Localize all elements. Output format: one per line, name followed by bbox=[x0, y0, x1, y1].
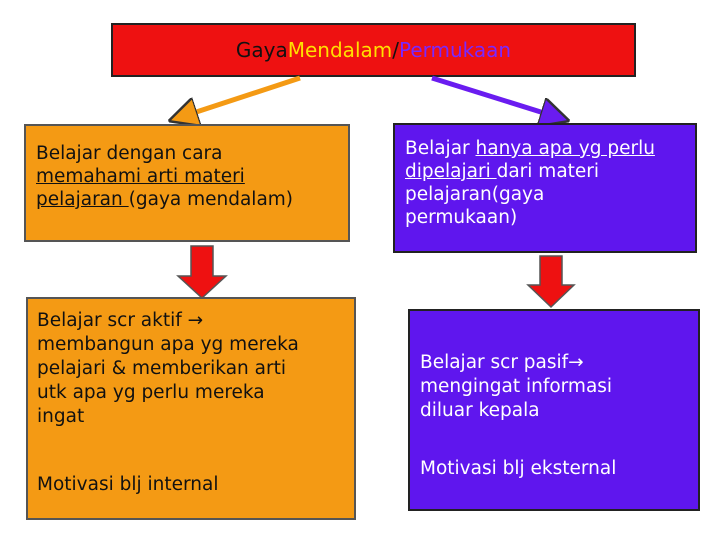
internal-motivation-text: Motivasi blj internal bbox=[37, 474, 219, 495]
title-word-mendalam: Mendalam bbox=[287, 38, 393, 62]
external-motivation-text: Motivasi blj eksternal bbox=[420, 458, 617, 479]
passive-learning-box bbox=[408, 309, 700, 511]
right-top-line2 bbox=[405, 160, 687, 183]
right-top-line1-a: Belajar bbox=[405, 138, 476, 159]
down-arrow-left bbox=[178, 246, 226, 298]
left-top-line1: Belajar dengan cara bbox=[36, 143, 223, 164]
right-top-line4: permukaan) bbox=[405, 207, 518, 228]
active-learning-box bbox=[26, 297, 356, 520]
left-bottom-line: membangun apa yg mereka bbox=[37, 334, 299, 355]
right-bottom-line: Belajar scr pasif→ bbox=[420, 352, 584, 373]
left-top-line3-rest: (gaya mendalam) bbox=[128, 189, 294, 210]
left-top-line3 bbox=[36, 188, 338, 211]
surface-learning-definition-box bbox=[393, 123, 697, 253]
title-slash: / bbox=[392, 38, 399, 62]
deep-learning-definition-box bbox=[24, 124, 350, 242]
left-top-line2: memahami arti materi bbox=[36, 166, 245, 187]
down-arrow-right bbox=[528, 256, 574, 307]
title-word-permukaan: Permukaan bbox=[398, 38, 512, 62]
connector-arrow-right bbox=[432, 78, 560, 118]
left-bottom-line: utk apa yg perlu mereka bbox=[37, 382, 265, 403]
right-bottom-line: diluar kepala bbox=[420, 400, 540, 421]
right-bottom-line: mengingat informasi bbox=[420, 376, 613, 397]
right-top-line1-underlined: hanya apa yg perlu bbox=[475, 138, 655, 159]
connector-arrow-left bbox=[178, 78, 300, 118]
left-bottom-line: ingat bbox=[37, 406, 85, 427]
left-top-line3-underlined: pelajaran bbox=[36, 189, 129, 210]
right-top-line1 bbox=[405, 137, 687, 160]
right-top-line3: pelajaran(gaya bbox=[405, 184, 545, 205]
left-bottom-line: pelajari & memberikan arti bbox=[37, 358, 286, 379]
right-top-line2-rest: dari materi bbox=[496, 161, 600, 182]
left-bottom-line: Belajar scr aktif → bbox=[37, 310, 204, 331]
title-word-gaya: Gaya bbox=[235, 38, 288, 62]
right-top-line2-underlined: dipelajari bbox=[405, 161, 497, 182]
